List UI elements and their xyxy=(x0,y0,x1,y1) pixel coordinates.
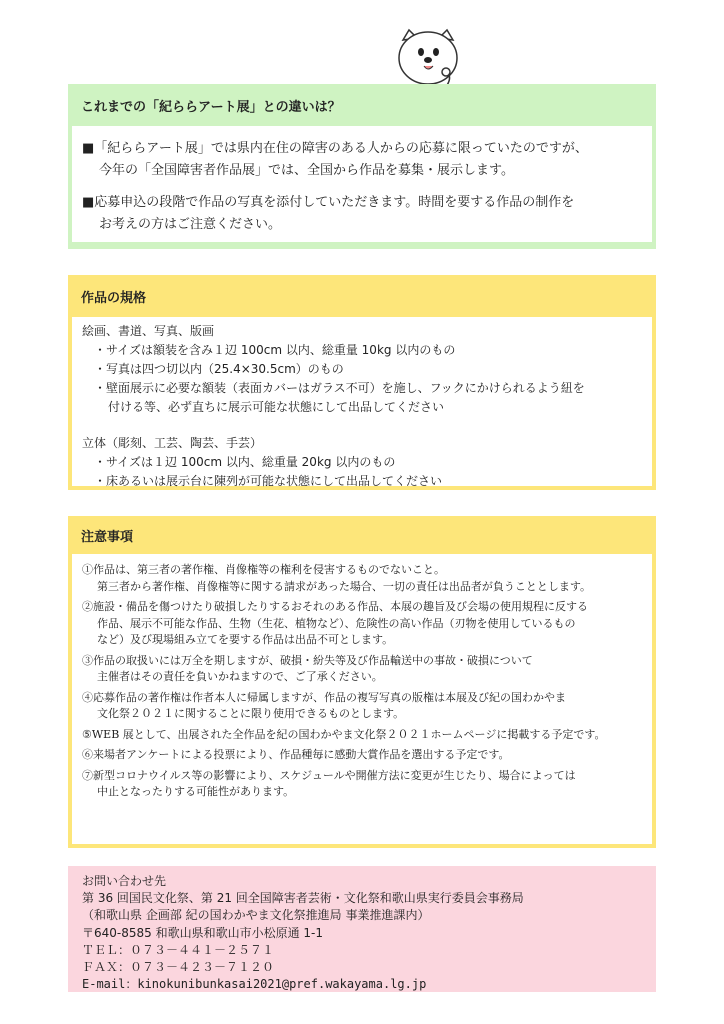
contact-heading: お問い合わせ先 xyxy=(82,874,167,888)
contact-department: （和歌山県 企画部 紀の国わかやま文化祭推進局 事業推進課内） xyxy=(82,908,430,923)
note-line: 主催者はその責任を負いかねますので、ご了承ください。 xyxy=(97,670,383,683)
paragraph-line: ■応募申込の段階で作品の写真を添付していただきます。時間を要する作品の制作を xyxy=(82,195,575,210)
spec-item: ・壁面展示に必要な額装（表面カバーはガラス不可）を施し、フックにかけられるよう紐を xyxy=(94,381,585,395)
spec-group-2d xyxy=(82,322,652,417)
note-line: ②施設・備品を傷つけたり破損したりするおそれのある作品、本展の趣旨及び会場の使用規程に反する xyxy=(82,600,588,613)
differences-section xyxy=(68,84,656,249)
note-item xyxy=(82,690,652,723)
note-line: 第三者から著作権、肖像権等に関する請求があった場合、一切の責任は出品者が負うこととします。 xyxy=(97,579,592,593)
differences-body xyxy=(72,126,652,242)
spec-item: ・床あるいは展示台に陳列が可能な状態にして出品してください xyxy=(94,474,443,488)
note-line: ⑦新型コロナウイルス等の影響により、スケジュールや開催方法に変更が生じたり、場合によっては xyxy=(82,768,576,782)
paragraph-line: ■「紀ららアート展」では県内在住の障害のある人からの応募に限っていたのですが、 xyxy=(82,141,588,156)
spec-item: ・写真は四つ切以内（25.4×30.5cm）のもの xyxy=(94,362,344,376)
contact-organization: 第 36 回国民文化祭、第 21 回全国障害者芸術・文化祭和歌山県実行委員会事務局 xyxy=(82,891,524,906)
paragraph-line: お考えの方はご注意ください。 xyxy=(99,217,282,232)
contact-block xyxy=(82,873,656,993)
contact-address: 〒640-8585 和歌山県和歌山市小松原通 1-1 xyxy=(82,925,324,940)
note-item xyxy=(82,727,652,744)
spec-item: ・サイズは１辺 100cm 以内、総重量 20kg 以内のもの xyxy=(94,455,396,469)
spec-group-heading: 立体（彫刻、工芸、陶芸、手芸） xyxy=(82,436,263,450)
note-line: 作品、展示不可能な作品、生物（生花、植物など）、危険性の高い作品（刃物を使用しているもの xyxy=(97,616,576,630)
spec-group-heading: 絵画、書道、写真、版画 xyxy=(82,324,215,338)
contact-fax: ＦＡＸ：０７３－４２３－７１２０ xyxy=(82,960,275,975)
notes-section xyxy=(68,516,656,848)
specifications-section xyxy=(68,275,656,490)
note-line: ①作品は、第三者の著作権、肖像権等の権利を侵害するものでないこと。 xyxy=(82,563,445,576)
paragraph-line: 今年の「全国障害者作品展」では、全国から作品を募集・展示します。 xyxy=(99,163,514,178)
note-line: 文化祭２０２１に関することに限り使用できるものとします。 xyxy=(97,707,405,720)
notes-body xyxy=(72,554,652,844)
differences-paragraph xyxy=(82,138,652,182)
note-line: ⑤WEB 展として、出展された全作品を紀の国わかやま文化祭２０２１ホームページに掲載する予定です。 xyxy=(82,727,606,741)
note-item xyxy=(82,562,652,595)
note-item xyxy=(82,768,652,801)
contact-email-link[interactable]: E-mail：kinokunibunkasai2021@pref.wakayama.lg.jp xyxy=(82,977,427,992)
specifications-title: 作品の規格 xyxy=(81,290,147,306)
contact-section xyxy=(68,866,656,992)
note-line: ④応募作品の著作権は作者本人に帰属しますが、作品の複写写真の版権は本展及び紀の国わかやま xyxy=(82,690,566,704)
spec-item: ・サイズは額装を含み１辺 100cm 以内、総重量 10kg 以内のもの xyxy=(94,343,456,357)
note-line: ③作品の取扱いには万全を期しますが、破損・紛失等及び作品輸送中の事故・破損について xyxy=(82,653,533,667)
note-item xyxy=(82,599,652,649)
contact-tel: ＴＥＬ：０７３－４４１－２５７１ xyxy=(82,942,275,957)
note-item xyxy=(82,747,652,764)
note-line: など）及び現場組み立てを要する作品は出品不可とします。 xyxy=(97,633,394,646)
note-item xyxy=(82,653,652,686)
notes-title: 注意事項 xyxy=(81,529,134,545)
note-line: 中止となったりする可能性があります。 xyxy=(97,785,295,798)
spec-group-3d xyxy=(82,434,652,491)
specifications-body xyxy=(72,317,652,486)
differences-paragraph xyxy=(82,192,652,236)
note-line: ⑥来場者アンケートによる投票により、作品種毎に感動大賞作品を選出する予定です。 xyxy=(82,748,510,761)
differences-title: これまでの「紀ららアート展」との違いは？ xyxy=(81,99,341,115)
spec-item-continuation: 付ける等、必ず直ちに展示可能な状態にして出品してください xyxy=(108,400,445,414)
